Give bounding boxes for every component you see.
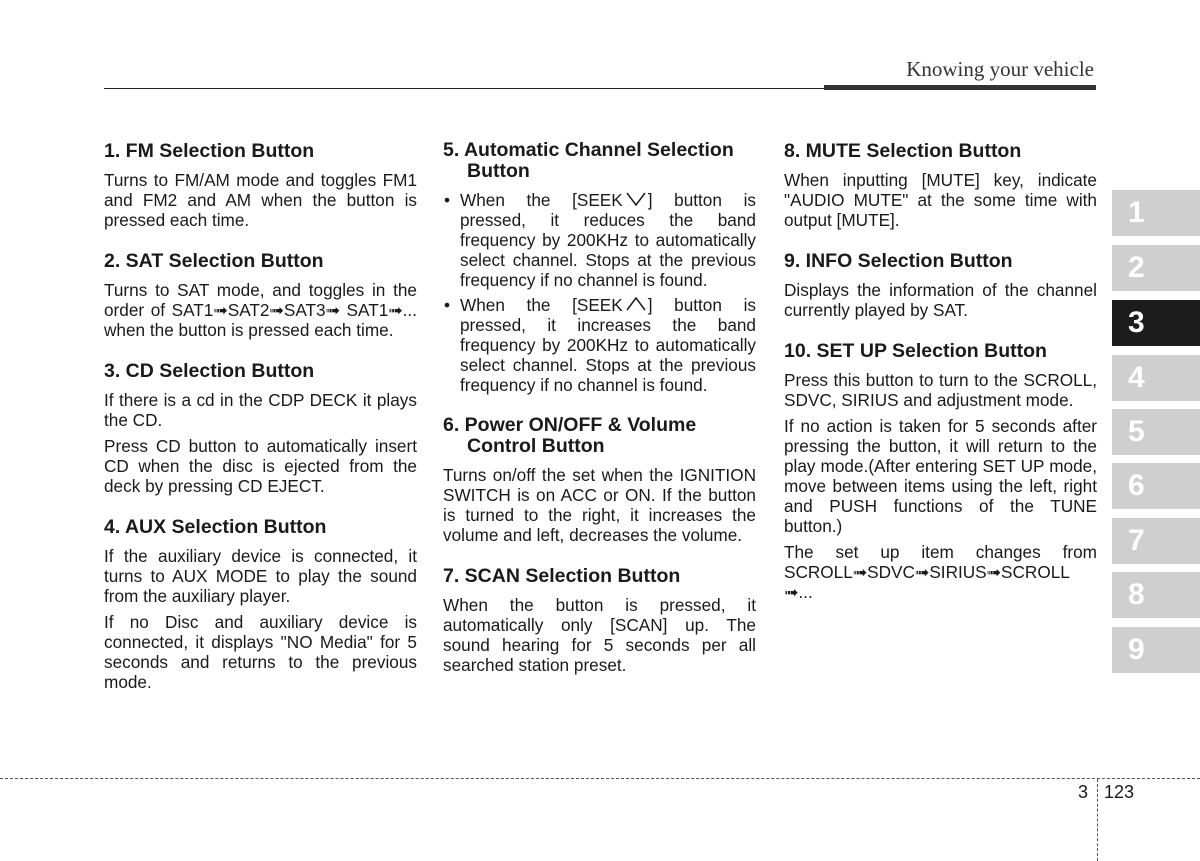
chapter-tab-9[interactable]: 9 xyxy=(1112,627,1200,673)
bullet-item xyxy=(443,295,756,395)
section-heading: 2. SAT Selection Button xyxy=(104,250,324,272)
header-rule-accent xyxy=(824,85,1096,90)
section-aux xyxy=(104,516,417,692)
chapter-tab-1[interactable]: 1 xyxy=(1112,190,1200,236)
bullet-item xyxy=(443,190,756,290)
section-heading: 10. SET UP Selection Button xyxy=(784,340,1047,362)
footer-page-divider xyxy=(1097,779,1098,861)
section-text: If there is a cd in the CDP DECK it plays the CD. xyxy=(104,390,417,430)
section-text: The set up item changes from SCROLL➟SDVC➟SIRIUS➟SCROLL ➟... xyxy=(784,542,1097,602)
footer-page-number: 123 xyxy=(1104,782,1135,802)
chapter-tab-6[interactable]: 6 xyxy=(1112,463,1200,509)
section-text: Press this button to turn to the SCROLL, SDVC, SIRIUS and adjustment mode. xyxy=(784,370,1097,410)
section-power-volume xyxy=(443,415,756,545)
section-heading: 3. CD Selection Button xyxy=(104,360,315,382)
chevron-down-icon xyxy=(625,190,647,208)
section-text: If the auxiliary device is connected, it turns to AUX MODE to play the sound from the auxiliary player. xyxy=(104,546,417,606)
section-auto-channel xyxy=(443,140,756,395)
section-heading: 7. SCAN Selection Button xyxy=(443,565,681,587)
section-info xyxy=(784,250,1097,320)
chapter-tab-2[interactable]: 2 xyxy=(1112,245,1200,291)
bullet-text-lead: When the [SEEK xyxy=(460,190,623,210)
section-sat xyxy=(104,250,417,340)
chapter-tab-8[interactable]: 8 xyxy=(1112,572,1200,618)
chapter-tab-4[interactable]: 4 xyxy=(1112,355,1200,401)
chapter-tab-5[interactable]: 5 xyxy=(1112,409,1200,455)
bullet-list xyxy=(443,190,756,395)
section-setup xyxy=(784,340,1097,602)
section-text: Displays the information of the channel currently played by SAT. xyxy=(784,280,1097,320)
section-text: Press CD button to automatically insert CD when the disc is ejected from the deck by pressing CD EJECT. xyxy=(104,436,417,496)
chapter-tab-7[interactable]: 7 xyxy=(1112,518,1200,564)
column-1 xyxy=(104,140,417,712)
chapter-tab-3[interactable]: 3 xyxy=(1112,300,1200,346)
footer-chapter-number: 3 xyxy=(1078,782,1089,802)
section-scan xyxy=(443,565,756,675)
section-text: When inputting [MUTE] key, indicate "AUDIO MUTE" at the some time with output [MUTE]. xyxy=(784,170,1097,230)
section-cd xyxy=(104,360,417,496)
section-fm xyxy=(104,140,417,230)
header-rule xyxy=(104,88,824,89)
section-heading: 1. FM Selection Button xyxy=(104,140,315,162)
bullet-text-rest: ] button is pressed, it reduces the band frequency by 200KHz to automatically select channel. Stops at the previous frequency if no channel is found. xyxy=(460,190,756,290)
section-text: If no Disc and auxiliary device is connected, it displays "NO Media" for 5 seconds and returns to the previous mode. xyxy=(104,612,417,692)
column-2 xyxy=(443,140,756,695)
section-text: Turns to SAT mode, and toggles in the order of SAT1➟SAT2➟SAT3➟ SAT1➟... when the button is pressed each time. xyxy=(104,280,417,340)
section-text: When the button is pressed, it automatically only [SCAN] up. The sound hearing for 5 seconds per all searched station preset. xyxy=(443,595,756,675)
section-heading: 9. INFO Selection Button xyxy=(784,250,1013,272)
footer-divider xyxy=(0,778,1200,779)
section-mute xyxy=(784,140,1097,230)
section-text: Turns on/off the set when the IGNITION SWITCH is on ACC or ON. If the button is turned to the right, it increases the volume and left, decreases the volume. xyxy=(443,465,756,545)
section-text: If no action is taken for 5 seconds after pressing the button, it will return to the play mode.(After entering SET UP mode, move between items using the left, right and PUSH functions of the TUNE button.) xyxy=(784,416,1097,536)
bullet-text-lead: When the [SEEK xyxy=(460,295,623,315)
column-3 xyxy=(784,140,1097,622)
bullet-text-rest: ] button is pressed, it increases the band frequency by 200KHz to automatically select channel. Stops at the previous frequency if no channel is found. xyxy=(460,295,756,395)
section-text: Turns to FM/AM mode and toggles FM1 and FM2 and AM when the button is pressed each time. xyxy=(104,170,417,230)
section-heading: 5. Automatic Channel Selection Button xyxy=(443,139,734,182)
section-heading: 4. AUX Selection Button xyxy=(104,516,327,538)
section-heading: 8. MUTE Selection Button xyxy=(784,140,1022,162)
chevron-up-icon xyxy=(625,295,647,313)
running-header: Knowing your vehicle xyxy=(906,57,1094,81)
section-heading: 6. Power ON/OFF & Volume Control Button xyxy=(443,414,697,457)
